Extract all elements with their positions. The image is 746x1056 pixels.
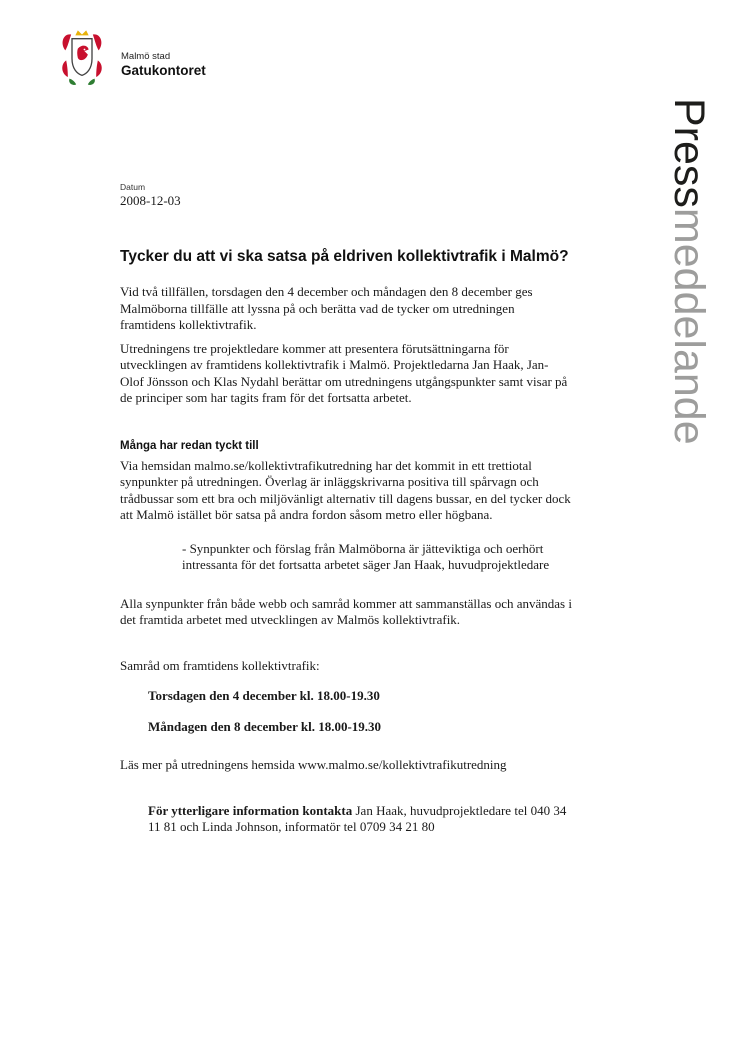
document-header (57, 25, 206, 89)
paragraph-website-opinions: Via hemsidan malmo.se/kollektivtrafikutredning har det kommit in ett trettiotal synpunkter på utredningen. Överlag är inläggskrivarna positiva till spårvagn och trådbussar som ett bra och miljövänligt alternativ till dagens bussar, en del tycker dock att Malmö istället bör satsa på andra fordon såsom metro eller högbana. (120, 458, 571, 522)
paragraph-summary: Alla synpunkter från både webb och samråd kommer att sammanställas och användas i det framtida arbetet med utvecklingen av Malmös kollektivtrafik. (120, 595, 572, 627)
date-label: Datum (120, 182, 146, 192)
press-release-body (120, 182, 572, 836)
pressmeddelande-vertical-label (665, 98, 713, 445)
event-thursday: Torsdagen den 4 december kl. 18.00-19.30 (148, 688, 380, 704)
paragraph-intro: Vid två tillfällen, torsdagen den 4 december och måndagen den 8 december ges Malmöborna tillfälle att lyssna på och berätta vad de tycker om utredningen framtidens kollektivtrafik. (120, 284, 533, 332)
malmo-coat-of-arms-icon (57, 25, 107, 89)
org-block (121, 25, 206, 80)
contact-info-label: För ytterligare information kontakta (148, 803, 353, 819)
press-release-title: Tycker du att vi ska satsa på eldriven kollektivtrafik i Malmö? (120, 248, 569, 265)
quote-jan-haak: - Synpunkter och förslag från Malmöborna är jätteviktiga och oerhört intressanta för det fortsatta arbetet säger Jan Haak, huvudprojektledare (182, 541, 550, 573)
contact-info (148, 803, 572, 836)
consultation-intro: Samråd om framtidens kollektivtrafik: (120, 658, 320, 674)
event-monday: Måndagen den 8 december kl. 18.00-19.30 (148, 718, 382, 734)
subheading-many-opinions: Många har redan tyckt till (120, 440, 259, 453)
date-value: 2008-12-03 (120, 193, 181, 208)
read-more-line: Läs mer på utredningens hemsida www.malmo.se/kollektivtrafikutredning (120, 756, 507, 772)
contact-info-details: Jan Haak, huvudprojektledare tel 040 34 11 81 och Linda Johnson, informatör tel 0709 34 21 80 (148, 803, 567, 835)
paragraph-project-leaders: Utredningens tre projektledare kommer att presentera förutsättningarna för utvecklingen av framtidens kollektivtrafik i Malmö. Projektledarna Jan Haak, Jan-Olof Jönsson och Klas Nydahl berättar om utredningens utgångspunkter samt visar på de principer som har tagits fram för det fortsatta arbetet. (120, 341, 568, 405)
side-label-meddelande: meddelande (665, 207, 713, 445)
department-name: Gatukontoret (121, 63, 206, 79)
side-label-press: Press (665, 98, 713, 208)
org-name: Malmö stad (121, 51, 171, 62)
